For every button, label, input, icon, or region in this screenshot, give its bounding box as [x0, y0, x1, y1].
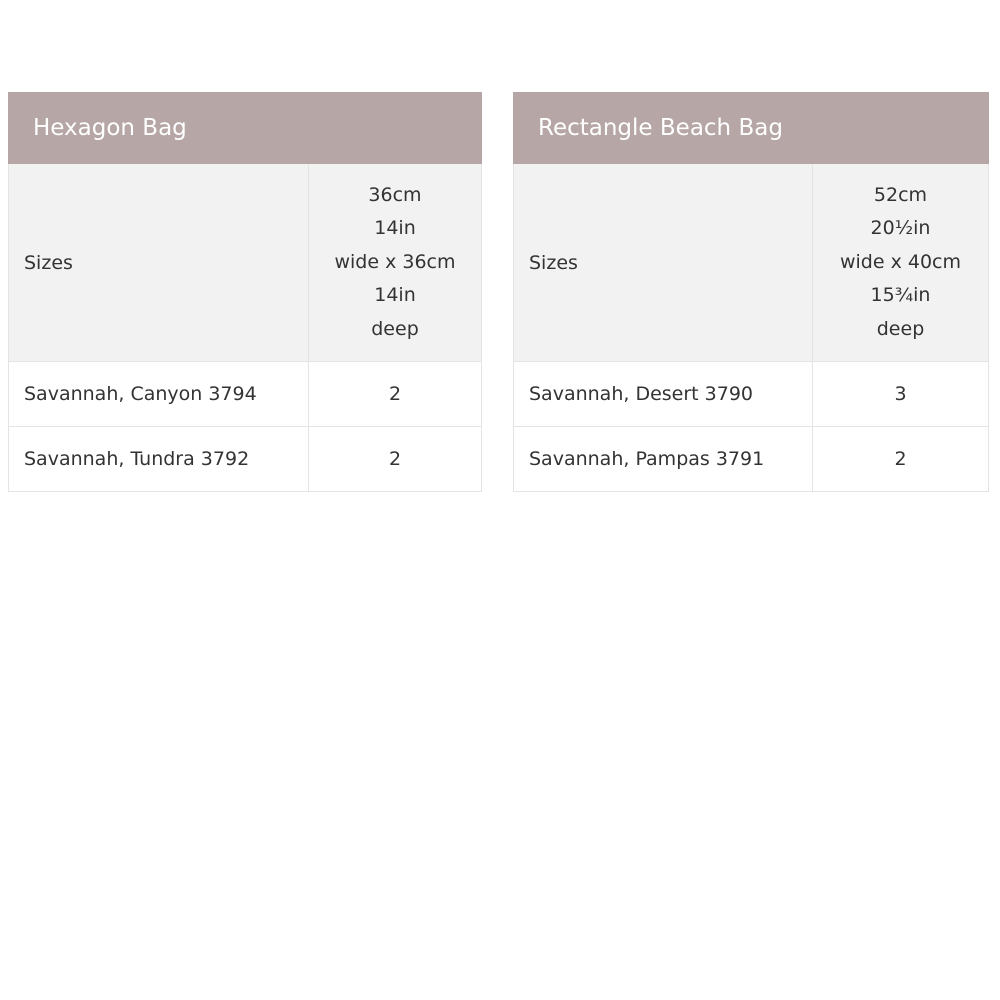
size-line: deep: [371, 317, 419, 340]
sizes-value: [309, 164, 482, 362]
sizes-value: [813, 164, 989, 362]
table-header-row: [514, 93, 989, 164]
table-row: [9, 427, 482, 492]
yarn-name: Savannah, Tundra 3792: [9, 427, 309, 492]
size-line: 14in: [374, 284, 416, 307]
table-title: Rectangle Beach Bag: [514, 93, 989, 164]
table-header-row: [9, 93, 482, 164]
hexagon-bag-table: [8, 92, 482, 492]
yarn-quantity: 2: [813, 427, 989, 492]
size-line: wide x 40cm: [839, 250, 962, 273]
sizes-row: [514, 164, 989, 362]
table-row: [514, 427, 989, 492]
size-line: 15¾in: [870, 284, 931, 307]
yarn-quantity: 3: [813, 362, 989, 427]
table-row: [514, 362, 989, 427]
yarn-quantity: 2: [309, 362, 482, 427]
size-line: 14in: [374, 217, 416, 240]
yarn-name: Savannah, Canyon 3794: [9, 362, 309, 427]
size-line: 36cm: [368, 183, 422, 206]
table-title: Hexagon Bag: [9, 93, 482, 164]
table-row: [9, 362, 482, 427]
yarn-quantity: 2: [309, 427, 482, 492]
sizes-row: [9, 164, 482, 362]
size-line: deep: [876, 317, 925, 340]
size-line: wide x 36cm: [334, 250, 456, 273]
sizes-label: Sizes: [9, 164, 309, 362]
size-line: 52cm: [873, 183, 928, 206]
sizes-label: Sizes: [514, 164, 813, 362]
yarn-name: Savannah, Desert 3790: [514, 362, 813, 427]
size-line: 20½in: [870, 217, 931, 240]
yarn-name: Savannah, Pampas 3791: [514, 427, 813, 492]
rectangle-beach-bag-table: [513, 92, 989, 492]
